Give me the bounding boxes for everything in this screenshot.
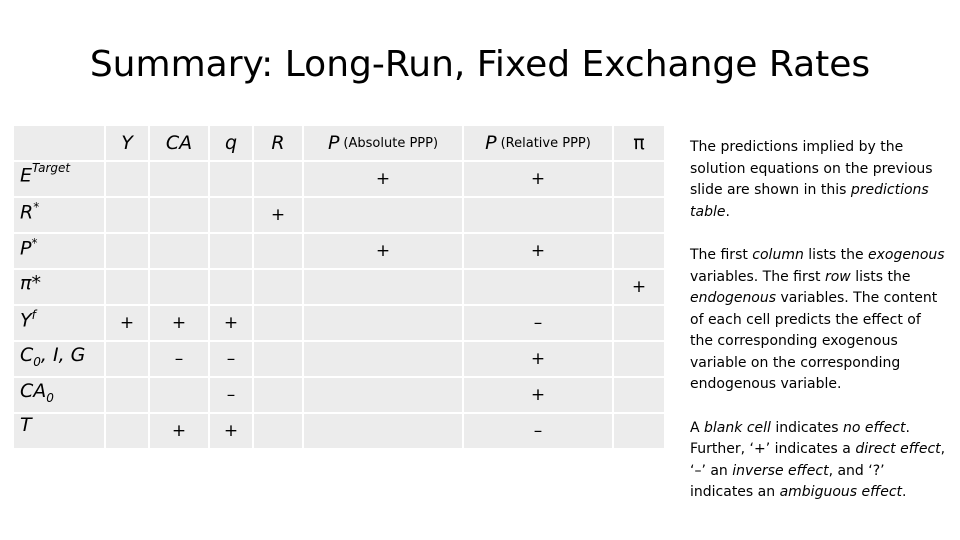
note-3-a: A [690,419,705,436]
table-cell [614,198,664,232]
row-label-e-target [20,163,70,186]
table-cell: – [464,306,612,340]
note-3-h: inverse effect [732,462,829,479]
note-2-e: variables. The first [690,268,825,285]
table-cell [210,270,252,304]
table-cell: + [150,414,208,448]
col-header-r: R [271,132,285,154]
table-cell [150,270,208,304]
table-cell [304,414,462,448]
table-cell [106,270,148,304]
table-cell [254,162,302,196]
col-header-pi: π [633,132,645,154]
note-3-f: direct effect [855,441,941,457]
col-header-p-absolute-letter: P [327,132,340,154]
header-corner-cell [14,126,104,160]
row-label-r-star [20,200,39,223]
table-cell [304,378,462,412]
table-cell [106,198,148,232]
table-cell [464,198,612,232]
table-cell: – [464,414,612,448]
note-2-h: endogenous [690,290,777,306]
note-3-j: ambiguous effect [779,484,903,500]
table-cell [614,378,664,412]
note-paragraph-1 [690,137,948,223]
note-3-i: , and ‘?’ indicates an [690,462,885,500]
note-2-f: row [824,268,851,285]
table-cell [106,414,148,448]
table-cell [210,234,252,268]
table-cell: + [254,198,302,232]
note-2-a: The first [690,247,753,263]
col-header-p-absolute [304,126,462,160]
row-label-ca0 [20,380,54,405]
table-cell [150,198,208,232]
note-3-b: blank cell [704,419,771,436]
table-cell [254,342,302,376]
note-paragraph-3 [690,418,948,504]
table-cell [304,342,462,376]
row-label-c0-i-g-main: $C_0$, I, G [20,344,86,369]
table-cell [254,234,302,268]
table-cell [106,234,148,268]
table-cell: + [464,342,612,376]
col-header-y: Y [121,132,133,154]
table-cell [464,270,612,304]
table-cell [150,162,208,196]
row-label-c0-i-g [20,344,85,369]
table-cell: + [464,162,612,196]
note-2-b: column [752,247,804,263]
row-label-p-star-sup: * [31,236,38,250]
row-label-ca0-main: $CA_0$ [20,380,54,405]
col-header-p-relative [464,126,612,160]
row-label-pi-star [20,272,41,294]
table-cell [614,234,664,268]
table-cell [254,378,302,412]
col-header-q: q [224,132,238,154]
table-cell [614,414,664,448]
row-label-t [20,414,32,436]
row-label-y-f-main: Y [20,309,32,332]
note-1-text-c: . [725,203,730,220]
row-label-r-star-sup: * [33,200,40,214]
note-3-k: . [902,484,907,500]
note-3-e: . Further, ‘+’ indicates a [690,419,910,457]
row-label-t-main: T [20,414,32,436]
row-label-y-f [20,308,36,331]
table-cell: – [150,342,208,376]
table-cell: – [210,378,252,412]
table-cell [614,162,664,196]
table-cell [210,162,252,196]
table-cell [304,198,462,232]
table-cell [614,342,664,376]
table-cell: + [210,306,252,340]
col-header-p-relative-letter: P [485,132,497,154]
table-cell [304,270,462,304]
table-cell: – [210,342,252,376]
predictions-table [14,126,664,444]
row-label-y-f-sup: f [31,308,36,322]
table-cell: + [150,306,208,340]
row-label-pi-star-main: π* [20,272,41,294]
table-cell [150,378,208,412]
note-2-g: lists the [850,268,911,285]
col-header-p-absolute-note: (Absolute PPP) [343,135,439,151]
row-label-p-star [20,236,37,259]
table-cell [304,306,462,340]
table-cell [254,414,302,448]
explanation-notes [690,137,948,504]
table-cell [106,378,148,412]
table-cell: + [614,270,664,304]
table-cell [254,306,302,340]
row-label-e-target-sup: Target [32,161,71,175]
table-cell [210,198,252,232]
note-2-d: exogenous [868,247,945,263]
note-2-i: variables. The content of each cell predicts the effect of the corresponding exogenous variable on the corresponding endogenous variable. [690,290,938,392]
note-2-c: lists the [803,247,869,263]
table-cell: + [106,306,148,340]
table-cell: + [304,234,462,268]
row-label-p-star-main: P [20,237,32,260]
col-header-ca: CA [165,132,193,154]
table-cell [254,270,302,304]
table-cell [614,306,664,340]
table-cell: + [464,378,612,412]
table-cell [106,162,148,196]
row-label-r-star-main: R [20,201,34,224]
note-3-c: indicates [770,419,844,436]
col-header-p-relative-note: (Relative PPP) [500,135,591,151]
table-cell: + [304,162,462,196]
note-1-text-a: The predictions implied by the solution equations on the previous slide are shown in this [690,139,933,198]
row-label-e-target-main: E [20,164,33,187]
table-cell: + [464,234,612,268]
note-3-g: , ‘–’ an [690,441,946,479]
note-3-d: no effect [843,419,906,436]
table-cell [150,234,208,268]
note-1-text-b: predictions table [690,182,929,220]
note-paragraph-2 [690,245,948,396]
table-cell [106,342,148,376]
slide-title: Summary: Long-Run, Fixed Exchange Rates [89,44,871,85]
table-cell: + [210,414,252,448]
